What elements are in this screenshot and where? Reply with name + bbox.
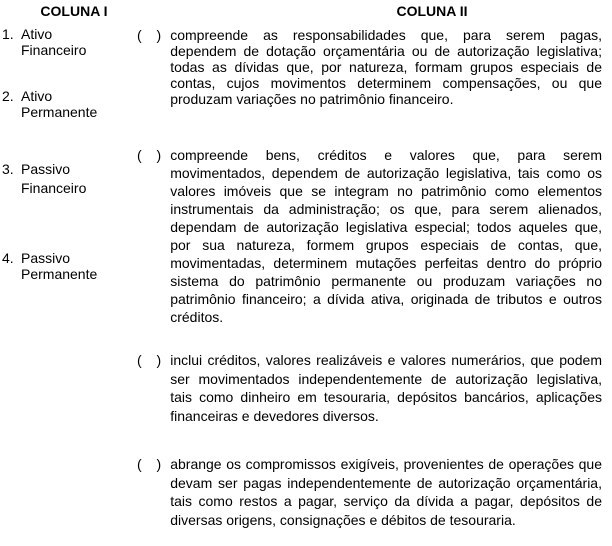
column2-description-row-1 [137,27,602,107]
description-text: inclui créditos, valores realizáveis e valores numerários, que podem ser movimentados independentemente de autorização legislativa, tais como dinheiro em tesouraria, depósitos bancários, aplicações financeiras e devedores diversos. [170,352,602,424]
item-number: 1. [2,26,14,42]
answer-blank: ( ) [137,352,162,368]
column2-description-row-4 [137,455,602,529]
column1-item-2 [2,89,113,120]
column2-header: COLUNA II [396,3,468,19]
column2-description-row-2 [137,146,602,326]
item-number: 2. [2,88,14,104]
column1-item-3 [2,160,113,197]
item-label: Ativo Financeiro [21,26,87,58]
item-number: 3. [2,161,14,177]
item-number: 4. [2,250,14,266]
item-label: Passivo Permanente [21,250,98,282]
answer-blank: ( ) [137,456,162,472]
answer-blank: ( ) [137,27,162,43]
description-text: abrange os compromissos exigíveis, provenientes de operações que devam ser pagas independentemente de autorização orçamentária, tais como restos a pagar, serviço da dívida a pagar, depósitos de diversas origens, consignações e débitos de tesouraria. [170,456,602,528]
description-text: compreende as responsabilidades que, para serem pagas, dependem de dotação orçamentária ou de autorização legislativa; todas as dívidas que, por natureza, formam grupos especiais de contas, cujos movimentos determinem compensações, ou que produzam variações no patrimônio financeiro. [170,27,602,107]
column1-item-4 [2,251,113,282]
item-label: Ativo Permanente [21,88,98,120]
item-label: Passivo Financeiro [21,161,87,196]
answer-blank: ( ) [137,147,162,163]
column2-description-row-3 [137,351,602,425]
column1-header: COLUNA I [40,3,108,19]
column1-item-1 [2,27,113,58]
description-text: compreende bens, créditos e valores que, para serem movimentados, dependem de autorização legislativa, tais como os valores imóveis que se integram no patrimônio como elementos instrumentais da administração; os que, para serem alienados, dependam de autorização legislativa especial; todos aqueles que, por sua natureza, formem grupos especiais de contas, que, movimentadas, determinem mutações perfeitas dentro do próprio sistema do patrimônio permanente ou produzam variações no patrimônio financeiro; a dívida ativa, originada de tributos e outros créditos. [170,147,602,325]
